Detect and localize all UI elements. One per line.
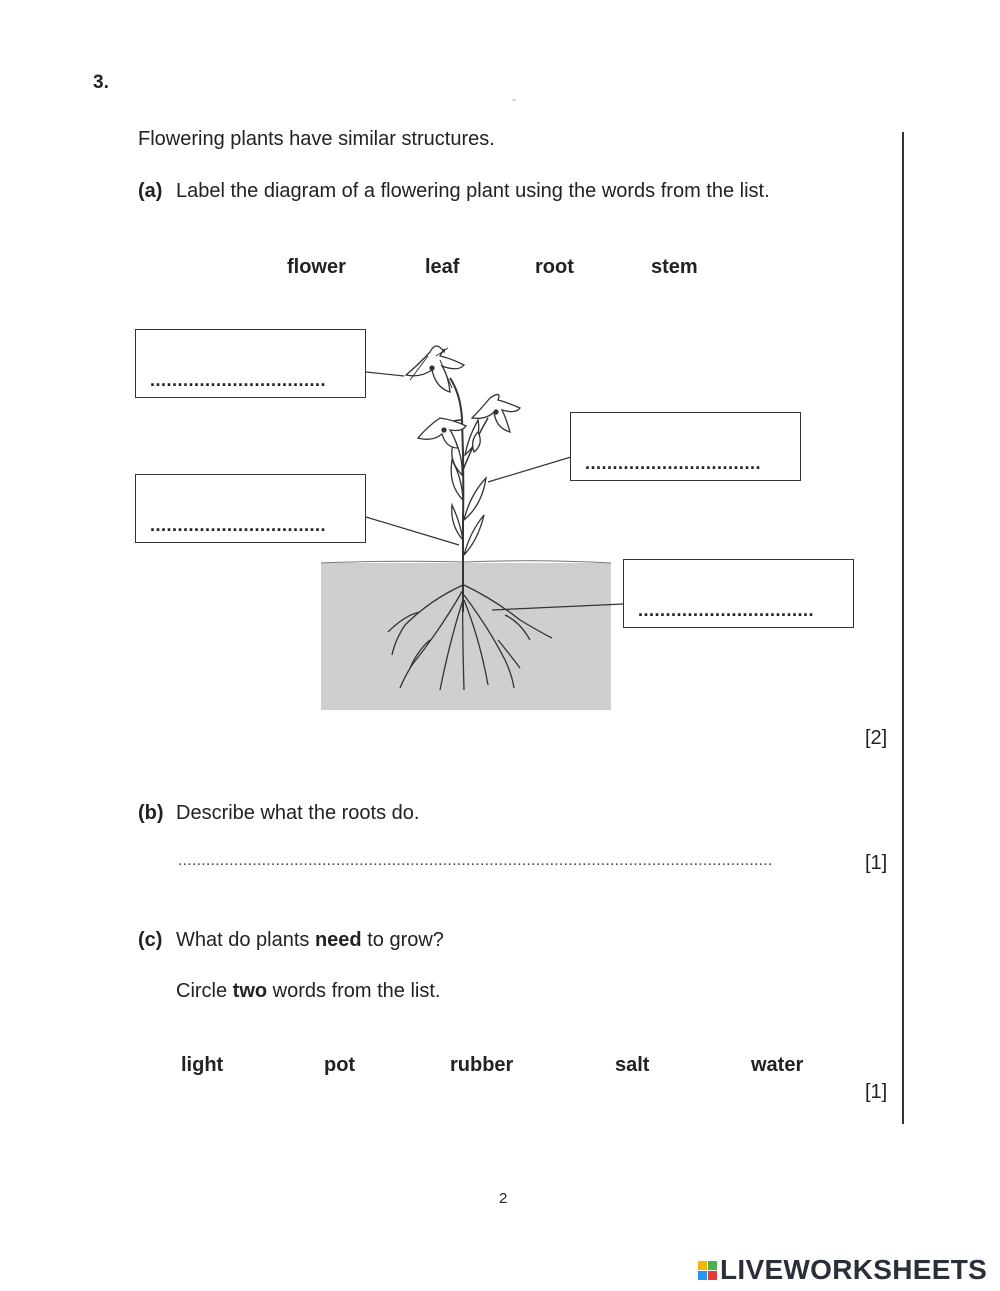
part-c-question xyxy=(138,929,444,952)
word-bank-item: flower xyxy=(287,256,346,278)
part-c-text-after: to grow? xyxy=(361,929,444,951)
part-b-text: Describe what the roots do. xyxy=(176,802,420,824)
brand-name: LIVEWORKSHEETS xyxy=(720,1254,988,1285)
part-b-answer-line[interactable]: ................................................................................................................................ xyxy=(178,852,773,869)
choice-water[interactable]: water xyxy=(751,1054,804,1076)
label-answer-blank[interactable]: ................................ xyxy=(638,600,815,620)
word-bank-item: root xyxy=(535,256,574,278)
instruction-before: Circle xyxy=(176,980,233,1002)
word-bank-item: stem xyxy=(651,256,698,278)
word-bank-item: leaf xyxy=(425,256,460,278)
instruction-after: words from the list. xyxy=(267,980,441,1002)
part-c-text-bold: need xyxy=(314,929,362,951)
part-b-label: (b) xyxy=(138,802,164,824)
part-c-marks: [1] xyxy=(865,1081,888,1103)
choice-rubber[interactable]: rubber xyxy=(450,1054,514,1076)
question-number: 3. xyxy=(93,72,109,93)
liveworksheets-brand xyxy=(698,1254,987,1286)
choice-salt[interactable]: salt xyxy=(615,1054,650,1076)
label-answer-blank[interactable]: ................................ xyxy=(150,515,327,535)
instruction-bold: two xyxy=(232,980,268,1002)
part-c-label: (c) xyxy=(138,929,163,951)
part-a-text: Label the diagram of a flowering plant using the words from the list. xyxy=(176,180,770,202)
choice-pot[interactable]: pot xyxy=(324,1054,356,1076)
part-a-label: (a) xyxy=(138,180,163,202)
choice-light[interactable]: light xyxy=(181,1054,224,1076)
part-b-marks: [1] xyxy=(865,852,888,874)
label-answer-blank[interactable]: ................................ xyxy=(150,370,327,390)
label-box-leaf[interactable] xyxy=(570,412,801,481)
part-c-instruction xyxy=(176,980,441,1003)
liveworksheets-logo-icon xyxy=(698,1261,717,1280)
label-box-stem[interactable] xyxy=(135,474,366,543)
stray-mark: - xyxy=(512,92,516,106)
part-b-question xyxy=(138,802,419,825)
label-box-flower[interactable] xyxy=(135,329,366,398)
page-number: 2 xyxy=(499,1190,508,1207)
soil-area xyxy=(321,563,611,710)
label-box-root[interactable] xyxy=(623,559,854,628)
label-answer-blank[interactable]: ................................ xyxy=(585,453,762,473)
part-c-text-before: What do plants xyxy=(176,929,315,951)
intro-text: Flowering plants have similar structures. xyxy=(138,128,495,150)
part-a-marks: [2] xyxy=(865,727,888,749)
margin-rule xyxy=(902,132,904,1124)
